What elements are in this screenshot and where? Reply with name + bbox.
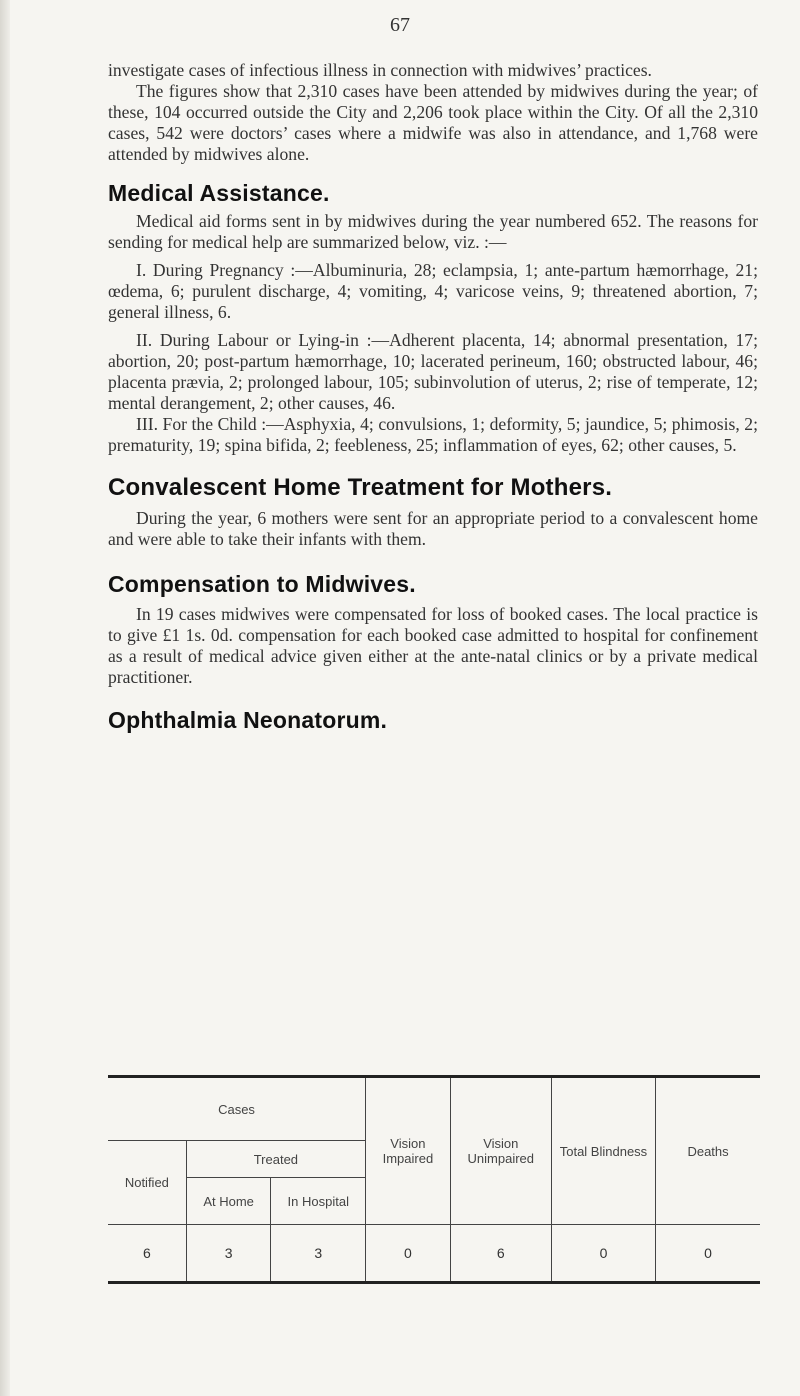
cell-vision-unimpaired: 6 xyxy=(450,1225,551,1282)
convalescent-heading: Convalescent Home Treatment for Mothers. xyxy=(108,474,613,501)
header-vision-impaired: Vision Impaired xyxy=(366,1078,451,1225)
intro-paragraph-1: investigate cases of infectious illness in connection with midwives’ practices. xyxy=(108,60,652,80)
page-edge xyxy=(0,0,10,1396)
medical-pregnancy-paragraph: I. During Pregnancy :—Albuminuria, 28; eclampsia, 1; ante-partum hæmorrhage, 21; œdema, 6; purulent discharge, 4; vomiting, 4; varicose veins, 9; threatened abortion, 7; general illness, 6. xyxy=(108,260,758,322)
medical-child-paragraph: III. For the Child :—Asphyxia, 4; convulsions, 1; deformity, 5; jaundice, 5; phimosis, 2; prematurity, 19; spina bifida, 2; feebleness, 25; inflammation of eyes, 62; other causes, 5. xyxy=(108,414,758,455)
convalescent-paragraph: During the year, 6 mothers were sent for an appropriate period to a convalescent home and were able to take their infants with them. xyxy=(108,508,758,549)
header-total-blindness: Total Blindness xyxy=(551,1078,655,1225)
header-notified: Notified xyxy=(108,1141,186,1225)
header-in-hospital: In Hospital xyxy=(271,1178,366,1225)
cell-vision-impaired: 0 xyxy=(366,1225,451,1282)
ophthalmia-table xyxy=(108,1075,760,1284)
cell-deaths: 0 xyxy=(656,1225,760,1282)
table-row xyxy=(108,1225,760,1282)
intro-paragraph-2: The figures show that 2,310 cases have been attended by midwives during the year; of these, 104 occurred outside the City and 2,206 took place within the City. Of all the 2,310 cases, 542 were doctors’ cases where a midwife was also in attendance, and 1,768 were attended by midwives alone. xyxy=(108,81,758,164)
document-body xyxy=(108,60,758,738)
compensation-paragraph: In 19 cases midwives were compensated for loss of booked cases. The local practice is to give £1 1s. 0d. compensation for each booked case admitted to hospital for confinement as a result of medical advice given either at the ante-natal clinics or by a private medical practitioner. xyxy=(108,604,758,687)
header-deaths: Deaths xyxy=(656,1078,760,1225)
header-vision-unimpaired: Vision Unimpaired xyxy=(450,1078,551,1225)
medical-paragraph-1: Medical aid forms sent in by midwives during the year numbered 652. The reasons for sending for medical help are summarized below, viz. :— xyxy=(108,211,758,252)
cell-notified: 6 xyxy=(108,1225,186,1282)
cell-at-home: 3 xyxy=(186,1225,271,1282)
cell-total-blindness: 0 xyxy=(551,1225,655,1282)
cell-in-hospital: 3 xyxy=(271,1225,366,1282)
header-cases: Cases xyxy=(108,1078,366,1141)
header-treated: Treated xyxy=(186,1141,365,1178)
compensation-heading: Compensation to Midwives. xyxy=(108,571,416,597)
page-number: 67 xyxy=(390,14,410,36)
medical-labour-paragraph: II. During Labour or Lying-in :—Adherent placenta, 14; abnormal presentation, 17; abortion, 20; post-partum hæmorrhage, 10; lacerated perineum, 160; obstructed labour, 46; placenta prævia, 2; prolonged labour, 105; subinvolution of uterus, 2; rise of temperate, 12; mental derangement, 2; other causes, 46. xyxy=(108,330,758,413)
ophthalmia-heading: Ophthalmia Neonatorum. xyxy=(108,707,388,733)
header-at-home: At Home xyxy=(186,1178,271,1225)
medical-assistance-heading: Medical Assistance. xyxy=(108,180,330,206)
